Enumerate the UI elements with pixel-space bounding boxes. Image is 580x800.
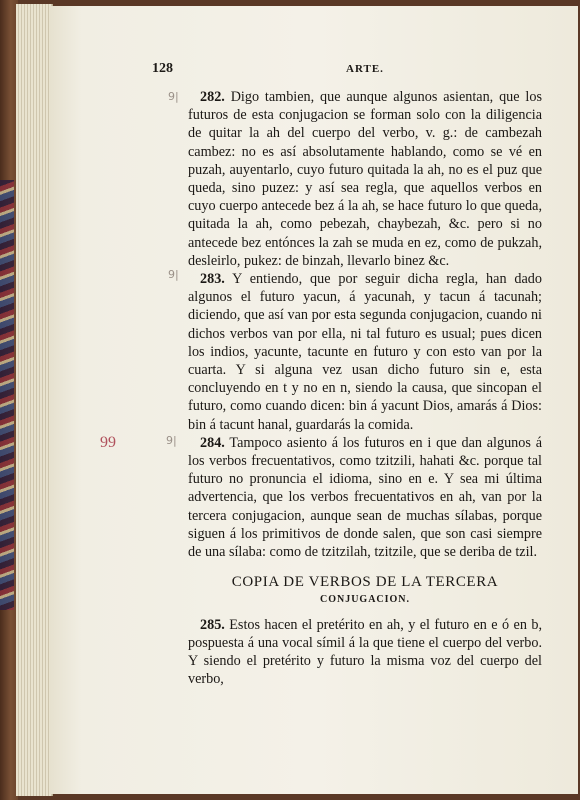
margin-note-red: 99: [100, 434, 116, 451]
page-edges: [16, 4, 53, 796]
paragraph-283: [188, 270, 542, 434]
paragraph-text: Estos hacen el pretérito en ah, y el futuro en e ó en b, pospuesta á una vocal símil á la que tiene el cuerpo del verbo. Y siendo el pretérito y futuro la misma voz del cuerpo del verbo,: [188, 616, 542, 688]
pencil-mark: 9|: [166, 434, 177, 447]
paragraph-number: 285.: [200, 616, 225, 633]
paragraph-text: Tampoco asiento á los futuros en i que dan algunos á los verbos frecuentativos, como tzitzili, hahati &c. porque tal futuro no pronuncia el idioma, sino en e. Y sea mi última advertencia, que los verbos frecuentativos en ah, van por la tercera conjugacion, aunque sean de muchas sílabas, porque siguen á los primitivos de donde salen, que son casi siempre de una sílaba: como de tzitzilah, tzitzile, que se deriba de tzil.: [188, 434, 542, 561]
pencil-mark: 9|: [168, 268, 179, 281]
pencil-mark: 9|: [168, 90, 179, 103]
paragraph-285: [188, 616, 542, 689]
page-header: [152, 57, 544, 77]
paragraph-282: [188, 88, 542, 270]
page-body: [188, 88, 542, 689]
paragraph-number: 284.: [200, 434, 225, 451]
paragraph-284: [188, 434, 542, 561]
running-title: ARTE.: [346, 63, 384, 75]
marbled-endpaper: [0, 180, 14, 610]
section-title: COPIA DE VERBOS DE LA TERCERA: [231, 574, 499, 591]
section-subtitle: CONJUGACION.: [319, 594, 411, 606]
page-number: 128: [152, 61, 173, 76]
paragraph-text: Y entiendo, que por seguir dicha regla, han dado algunos el futuro yacun, á yacunah, y tacun á tacunah; diciendo, que así van por esta segunda conjugacion, cuando ni dichos verbos van por ella, ni tal futuro es usual; pues dicen los indios, yacunte, tacunte en futuro y con esto van por la cuarta. Y si alguna vez usan dicho futuro sin e, esta concluyendo en t y no en n, siendo la causa, que sincopan el futuro, como cuando dicen: bin á yacunt Dios, amarás á Dios: bin á tacunt hanal, guardarás la comida.: [188, 271, 542, 433]
paragraph-number: 283.: [200, 271, 225, 288]
paragraph-text: Digo tambien, que aunque algunos asientan, que los futuros de esta conjugacion se forman solo con la diligencia de quitar la ah del cuerpo del verbo, v. g.: de cambezah cambez: no es así absolutamente hablando, como se vé en puzah, auyentarlo, cuyo futuro quitada la ah, no es el puz que queda, sino puzez: y así sea regla, que aquellos verbos en cuyo cuerpo antecede bez á la ah, se hace futuro lo que queda, quitada la ah, como pebezah, chaybezah, &c. pero si no antecede bez entónces la zah se muda en ez, como de pukzah, desleirlo, pukez: de binzah, llevarlo binez &c.: [188, 89, 542, 269]
paragraph-number: 282.: [200, 89, 225, 105]
